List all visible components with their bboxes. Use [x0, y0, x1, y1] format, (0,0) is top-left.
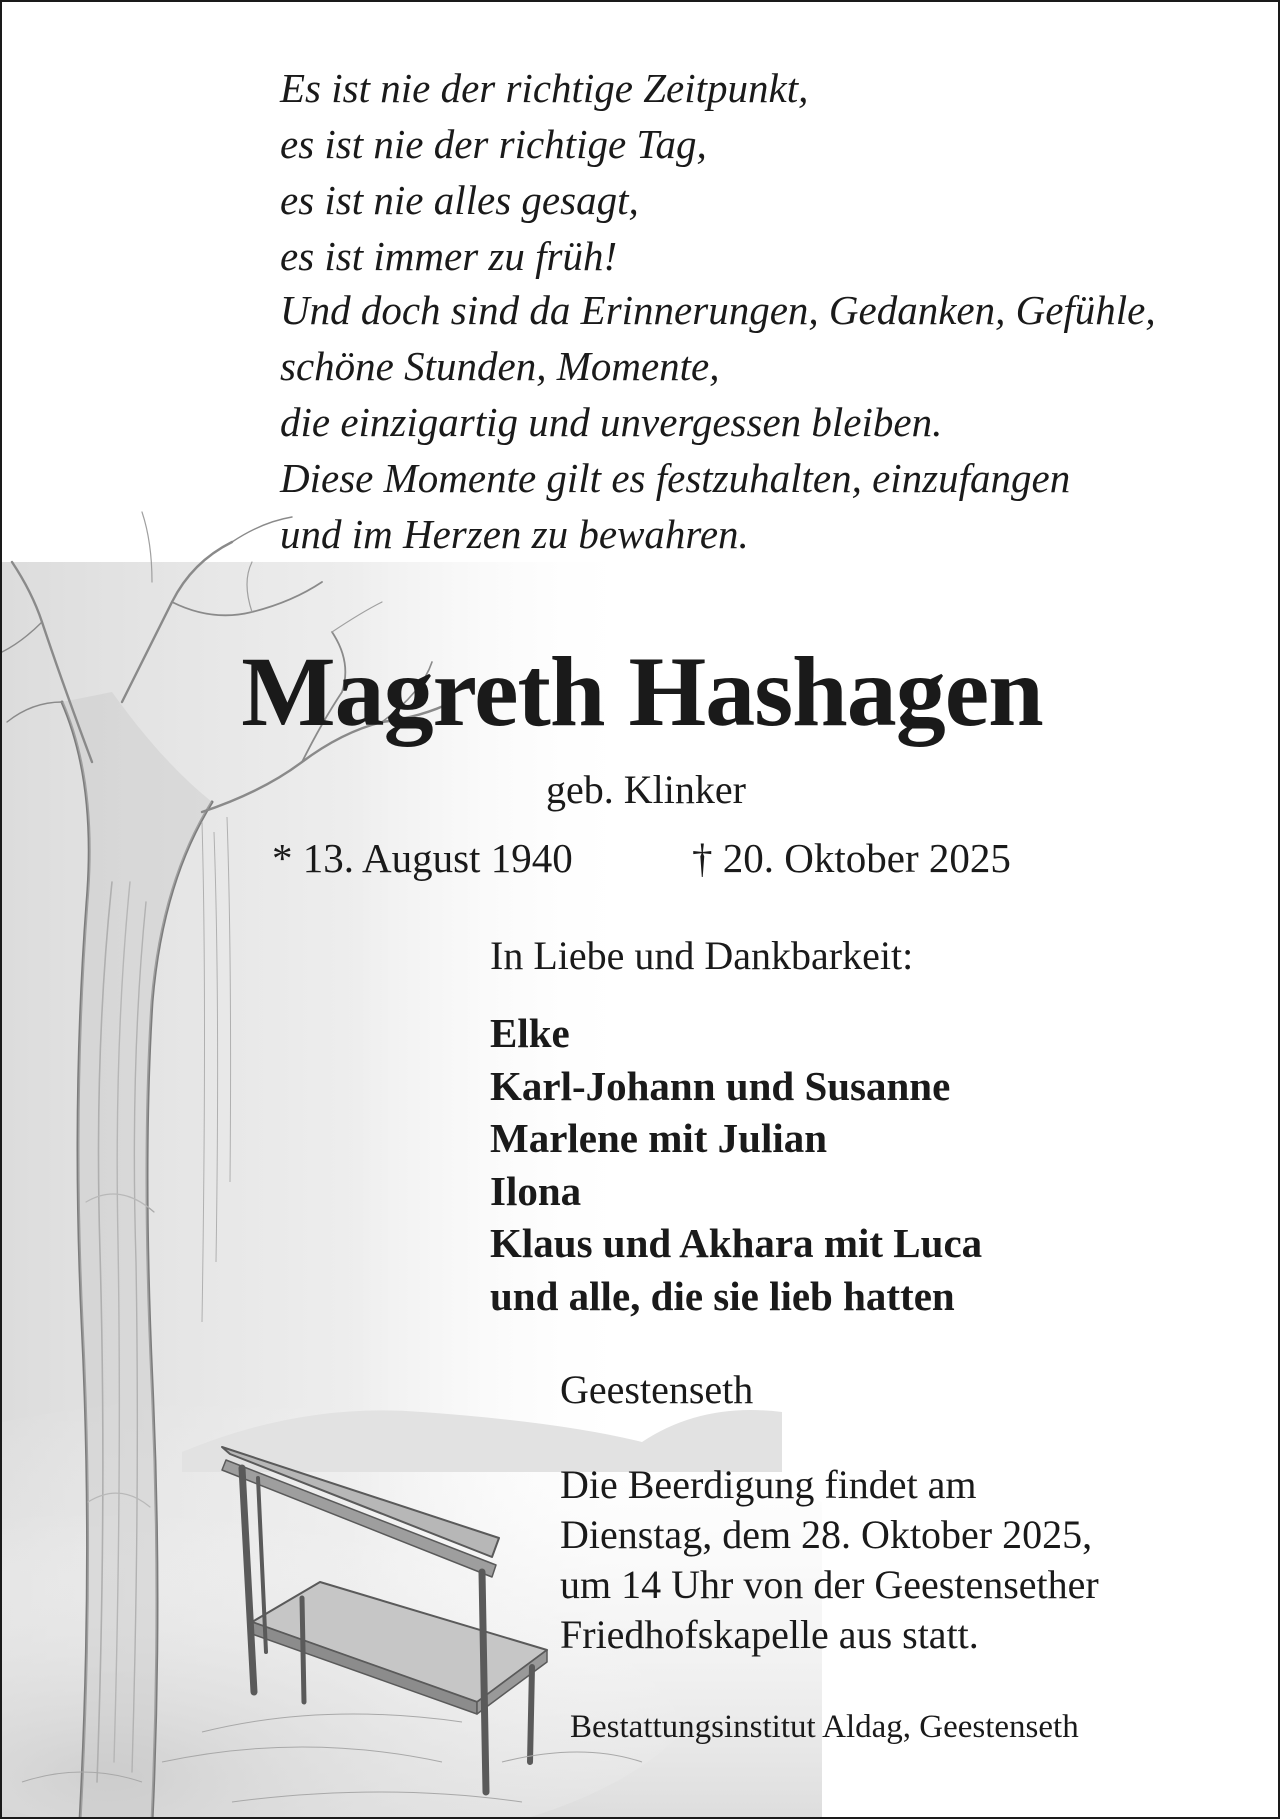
poem-line: Diese Momente gilt es festzuhalten, einzufangen — [280, 455, 1071, 501]
funeral-line: Die Beerdigung findet am — [560, 1462, 977, 1507]
death-date: † 20. Oktober 2025 — [692, 835, 1011, 881]
poem-line: Es ist nie der richtige Zeitpunkt, — [280, 65, 809, 111]
mourner-name: Ilona — [490, 1167, 582, 1214]
mourner-name: Karl-Johann und Susanne — [490, 1062, 951, 1109]
place-name: Geestenseth — [560, 1367, 754, 1412]
mourners-list — [490, 1007, 982, 1322]
thanks-line: In Liebe und Dankbarkeit: — [490, 933, 914, 978]
mourner-name: und alle, die sie lieb hatten — [490, 1272, 955, 1319]
funeral-line: Dienstag, dem 28. Oktober 2025, — [560, 1512, 1093, 1557]
poem-line: schöne Stunden, Momente, — [280, 343, 720, 389]
poem-line: es ist nie alles gesagt, — [280, 177, 639, 223]
mourner-name: Elke — [490, 1010, 570, 1056]
deceased-name: Magreth Hashagen — [241, 636, 1043, 747]
poem-stanza-2 — [280, 282, 1156, 562]
mourner-name: Marlene mit Julian — [490, 1115, 828, 1161]
poem-line: es ist immer zu früh! — [280, 233, 618, 279]
birth-date: * 13. August 1940 — [272, 835, 573, 881]
poem-line: die einzigartig und unvergessen bleiben. — [280, 399, 943, 445]
funeral-details — [560, 1460, 1099, 1660]
poem-line: und im Herzen zu bewahren. — [280, 511, 749, 557]
funeral-line: um 14 Uhr von der Geestensether — [560, 1562, 1099, 1607]
funeral-line: Friedhofskapelle aus statt. — [560, 1612, 979, 1657]
maiden-name: geb. Klinker — [546, 767, 746, 812]
poem-line: Und doch sind da Erinnerungen, Gedanken, Gefühle, — [280, 287, 1156, 333]
poem-line: es ist nie der richtige Tag, — [280, 121, 707, 167]
mourner-name: Klaus und Akhara mit Luca — [490, 1220, 983, 1266]
undertaker-line: Bestattungsinstitut Aldag, Geestenseth — [570, 1709, 1079, 1745]
poem-stanza-1 — [280, 60, 808, 284]
